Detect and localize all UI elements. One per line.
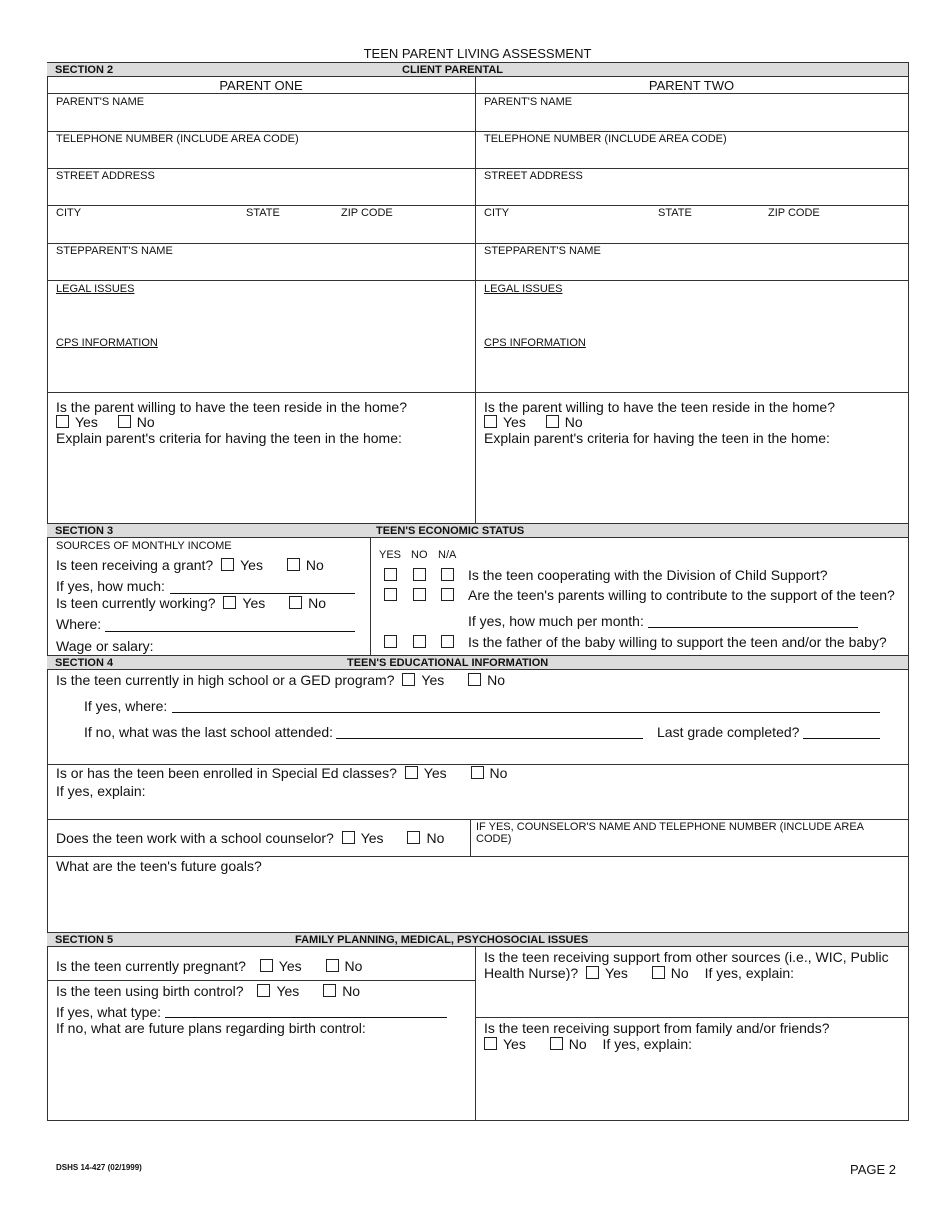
counselor-yes-checkbox[interactable] [342, 831, 355, 844]
special-ed-explain-label: If yes, explain: [56, 783, 146, 799]
parents-contribute-question: Are the teen's parents willing to contribute to the support of the teen? [468, 587, 895, 603]
child-support-question: Is the teen cooperating with the Division of Child Support? [468, 567, 828, 583]
pregnant-row: Is the teen currently pregnant? Yes No [56, 958, 363, 974]
other-support-yes-checkbox[interactable] [586, 966, 599, 979]
family-support-no-checkbox[interactable] [550, 1037, 563, 1050]
p1-willing-no-checkbox[interactable] [118, 415, 131, 428]
special-ed-row: Is or has the teen been enrolled in Special Ed classes? Yes No [56, 765, 508, 781]
p2-name-field[interactable] [476, 94, 907, 130]
p2-stepparent-label: STEPPARENT'S NAME [484, 245, 601, 257]
other-support-explain-field[interactable] [476, 982, 907, 1016]
child-support-yes-checkbox[interactable] [384, 568, 397, 581]
p1-name-field[interactable] [48, 94, 474, 130]
parents-contribute-na-checkbox[interactable] [441, 588, 454, 601]
section-4-header: SECTION 4 TEEN'S EDUCATIONAL INFORMATION [47, 655, 908, 670]
p2-street-field[interactable] [476, 169, 907, 204]
p2-legal-label: LEGAL ISSUES [484, 283, 563, 295]
income-sources-label: SOURCES OF MONTHLY INCOME [56, 540, 232, 552]
p1-criteria-label: Explain parent's criteria for having the teen in the home: [56, 430, 402, 446]
pregnant-no-checkbox[interactable] [326, 959, 339, 972]
high-school-row: Is the teen currently in high school or a GED program? Yes No [56, 672, 506, 688]
p2-willing-question: Is the parent willing to have the teen reside in the home? [484, 399, 835, 415]
last-school-field[interactable] [336, 738, 643, 739]
where-label: Where: [56, 616, 102, 632]
birth-control-yes-checkbox[interactable] [257, 984, 270, 997]
p2-city-field[interactable] [476, 206, 907, 242]
p2-willing-yes-checkbox[interactable] [484, 415, 497, 428]
col-yes-header: YES [379, 549, 402, 561]
family-support-yes-checkbox[interactable] [484, 1037, 497, 1050]
father-support-question: Is the father of the baby willing to support the teen and/or the baby? [468, 634, 887, 650]
where-field[interactable] [105, 631, 355, 632]
wage-label: Wage or salary: [56, 638, 154, 654]
p1-street-field[interactable] [48, 169, 474, 204]
how-much-field[interactable] [170, 593, 355, 594]
family-support-explain-field[interactable] [476, 1054, 907, 1118]
parent-two-header: PARENT TWO [648, 78, 735, 93]
child-support-na-checkbox[interactable] [441, 568, 454, 581]
father-support-yes-checkbox[interactable] [384, 635, 397, 648]
p2-phone-field[interactable] [476, 132, 907, 167]
p2-state-label: STATE [658, 207, 692, 219]
child-support-no-checkbox[interactable] [413, 568, 426, 581]
per-month-field[interactable] [648, 627, 858, 628]
p2-cps-field[interactable] [476, 350, 907, 390]
special-ed-explain-field[interactable] [48, 800, 907, 818]
grant-no-checkbox[interactable] [287, 558, 300, 571]
page-number: PAGE 2 [850, 1162, 897, 1177]
p2-criteria-field[interactable] [476, 448, 907, 522]
counselor-info-label: IF YES, COUNSELOR'S NAME AND TELEPHONE NUMBER (INCLUDE AREA CODE) [476, 821, 864, 845]
p2-zip-label: ZIP CODE [768, 207, 820, 219]
family-support-question: Is the teen receiving support from family and/or friends? [484, 1020, 830, 1036]
p2-phone-label: TELEPHONE NUMBER (INCLUDE AREA CODE) [484, 133, 727, 145]
col-na-header: N/A [438, 549, 457, 561]
counselor-no-checkbox[interactable] [407, 831, 420, 844]
pregnant-yes-checkbox[interactable] [260, 959, 273, 972]
p2-cps-label: CPS INFORMATION [484, 337, 586, 349]
form-id: DSHS 14-427 (02/1999) [56, 1163, 142, 1172]
p2-street-label: STREET ADDRESS [484, 170, 583, 182]
p1-legal-field[interactable] [48, 296, 474, 334]
bc-plans-label: If no, what are future plans regarding birth control: [56, 1020, 366, 1036]
family-support-row: Yes No If yes, explain: [484, 1036, 692, 1052]
last-grade-field[interactable] [803, 738, 880, 739]
last-grade-label: Last grade completed? [657, 724, 800, 740]
future-goals-field[interactable] [48, 876, 907, 930]
father-support-na-checkbox[interactable] [441, 635, 454, 648]
p1-willing-question: Is the parent willing to have the teen reside in the home? [56, 399, 407, 415]
high-school-no-checkbox[interactable] [468, 673, 481, 686]
section-2-header: SECTION 2 CLIENT PARENTAL [47, 62, 908, 77]
p1-city-field[interactable] [48, 206, 474, 242]
section-5-header: SECTION 5 FAMILY PLANNING, MEDICAL, PSYCHOSOCIAL ISSUES [47, 932, 908, 947]
p1-stepparent-field[interactable] [48, 244, 474, 279]
p1-cps-label: CPS INFORMATION [56, 337, 158, 349]
father-support-no-checkbox[interactable] [413, 635, 426, 648]
other-support-no-checkbox[interactable] [652, 966, 665, 979]
p2-willing-no-checkbox[interactable] [546, 415, 559, 428]
working-no-checkbox[interactable] [289, 596, 302, 609]
parent-one-header: PARENT ONE [219, 78, 303, 93]
how-much-label: If yes, how much: [56, 578, 165, 594]
p1-name-label: PARENT'S NAME [56, 96, 145, 108]
birth-control-row: Is the teen using birth control? Yes No [56, 983, 361, 999]
p1-state-label: STATE [246, 207, 280, 219]
bc-plans-field[interactable] [48, 1038, 474, 1118]
p1-street-label: STREET ADDRESS [56, 170, 155, 182]
p1-legal-label: LEGAL ISSUES [56, 283, 135, 295]
counselor-row: Does the teen work with a school counselor? Yes No [56, 830, 445, 846]
special-ed-no-checkbox[interactable] [471, 766, 484, 779]
p1-city-label: CITY [56, 207, 82, 219]
p1-stepparent-label: STEPPARENT'S NAME [56, 245, 173, 257]
p1-willing-yes-checkbox[interactable] [56, 415, 69, 428]
working-row: Is teen currently working? Yes No [56, 595, 327, 611]
parents-contribute-no-checkbox[interactable] [413, 588, 426, 601]
birth-control-no-checkbox[interactable] [323, 984, 336, 997]
parents-contribute-yes-checkbox[interactable] [384, 588, 397, 601]
p2-legal-field[interactable] [476, 296, 907, 334]
section-3-header: SECTION 3 TEEN'S ECONOMIC STATUS [47, 523, 908, 538]
p2-criteria-label: Explain parent's criteria for having the teen in the home: [484, 430, 830, 446]
working-yes-checkbox[interactable] [223, 596, 236, 609]
school-where-label: If yes, where: [84, 698, 168, 714]
school-where-field[interactable] [172, 712, 880, 713]
p1-phone-field[interactable] [48, 132, 474, 167]
high-school-yes-checkbox[interactable] [402, 673, 415, 686]
bc-type-label: If yes, what type: [56, 1004, 162, 1020]
p2-city-label: CITY [484, 207, 510, 219]
p2-name-label: PARENT'S NAME [484, 96, 573, 108]
p2-stepparent-field[interactable] [476, 244, 907, 279]
special-ed-yes-checkbox[interactable] [405, 766, 418, 779]
grant-yes-checkbox[interactable] [221, 558, 234, 571]
p1-phone-label: TELEPHONE NUMBER (INCLUDE AREA CODE) [56, 133, 299, 145]
other-support-row: Health Nurse)? Yes No If yes, explain: [484, 965, 795, 981]
col-no-header: NO [411, 549, 428, 561]
per-month-label: If yes, how much per month: [468, 613, 644, 629]
future-goals-label: What are the teen's future goals? [56, 858, 262, 874]
form-title: TEEN PARENT LIVING ASSESSMENT [363, 46, 592, 61]
p1-criteria-field[interactable] [48, 448, 474, 522]
p1-zip-label: ZIP CODE [341, 207, 393, 219]
p1-cps-field[interactable] [48, 350, 474, 390]
last-school-label: If no, what was the last school attended: [84, 724, 334, 740]
bc-type-field[interactable] [165, 1017, 447, 1018]
other-support-question-1: Is the teen receiving support from other sources (i.e., WIC, Public [484, 949, 889, 965]
grant-row: Is teen receiving a grant? Yes No [56, 557, 324, 573]
counselor-info-field[interactable] [471, 845, 907, 855]
